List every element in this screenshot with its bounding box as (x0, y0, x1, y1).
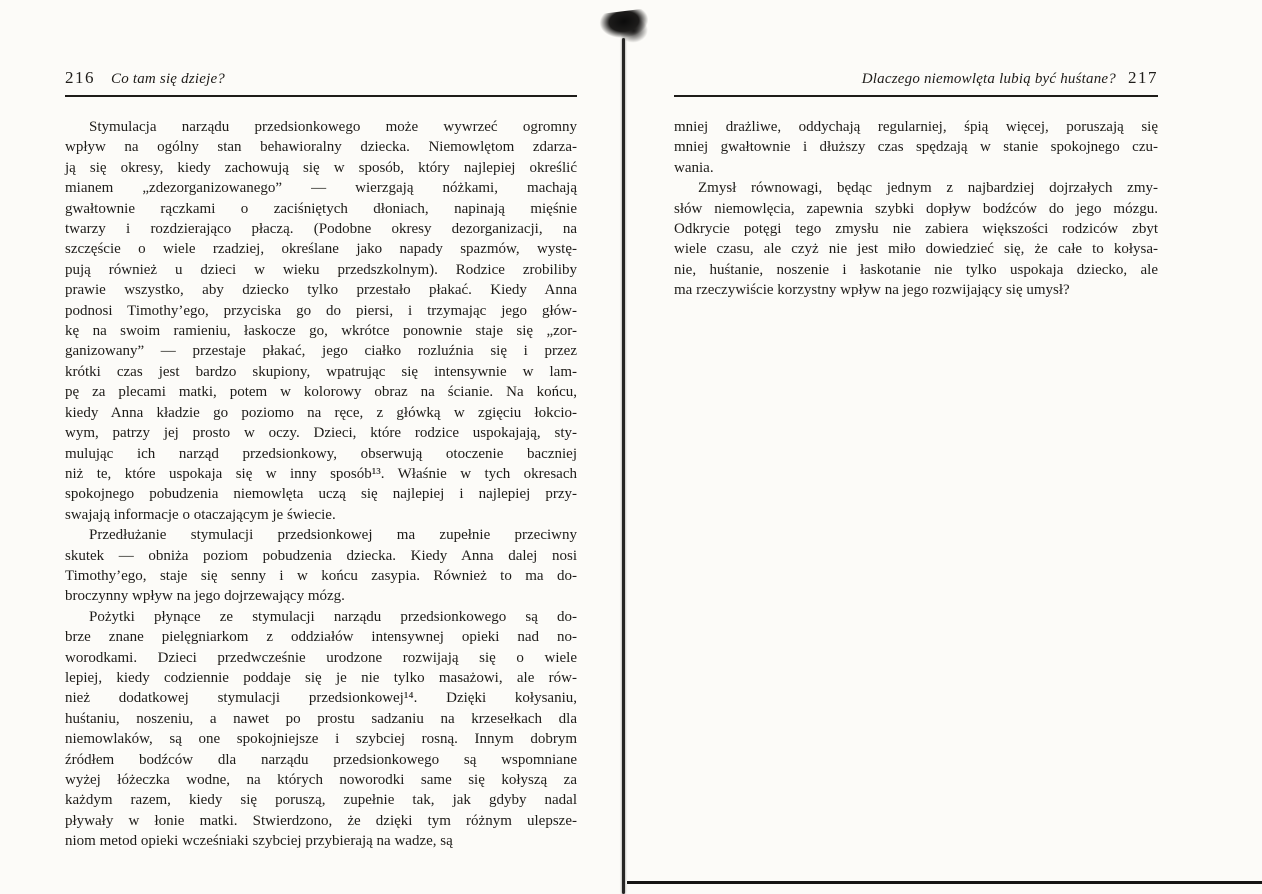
text-line: Timothy’ego, staje się senny i w końcu zasypia. Również to ma do- (65, 567, 577, 584)
text-line: każdym razem, kiedy się poruszą, zupełnie tak, jak gdyby nadal (65, 792, 577, 809)
text-line: spokojnego pobudzenia niemowlęta uczą się najlepiej i najlepiej przy- (65, 486, 577, 503)
left-page-number: 216 (65, 68, 95, 87)
text-line: wym, patrzy jej prosto w oczy. Dzieci, które rodzice uspokajają, sty- (65, 425, 577, 442)
bottom-page-edge-shadow (627, 881, 1262, 884)
text-line: mulując ich narząd przedsionkowy, obserwują otoczenie baczniej (65, 445, 577, 462)
text-line: skutek — obniża poziom pobudzenia dziecka. Kiedy Anna dalej nosi (65, 547, 577, 564)
text-line: Zmysł równowagi, będąc jednym z najbardziej dojrzałych zmy- (698, 180, 1158, 197)
text-line: źródłem bodźców dla narządu przedsionkowego są wspomniane (65, 751, 577, 768)
right-page-header (674, 68, 1158, 97)
paragraph (65, 525, 577, 607)
text-line: niom metod opieki wcześniaki szybciej przybierają na wadze, są (65, 833, 453, 850)
text-line: mniej gwałtownie i dłuższy czas spędzają w stanie spokojnego czu- (674, 139, 1158, 156)
text-line: niemowlaków, są one spokojniejsze i szybciej rosną. Innym dobrym (65, 731, 577, 748)
paragraph (65, 117, 577, 525)
text-line: lepiej, kiedy codziennie poddaje się je nie tylko masażowi, ale rów- (65, 669, 577, 686)
text-line: kiedy Anna kładzie go poziomo na ręce, z główką w zgięciu łokcio- (65, 404, 577, 421)
text-line: niż te, które uspokaja się w inny sposób¹³. Właśnie w tych okresach (65, 465, 577, 482)
text-line: pują również u dzieci w wieku przedszkolnym). Rodzice zrobiliby (65, 261, 577, 278)
paragraph (674, 178, 1158, 300)
paragraph (65, 607, 577, 852)
text-line: wpływ na ogólny stan behawioralny dziecka. Niemowlętom zdarza- (65, 139, 577, 156)
right-page (674, 68, 1158, 301)
text-line: wania. (674, 159, 714, 176)
text-line: Przedłużanie stymulacji przedsionkowej ma zupełnie przeciwny (89, 527, 577, 544)
text-line: wyżej łóżeczka wodne, na których noworodki same się kołyszą za (65, 772, 577, 788)
left-page (65, 68, 577, 852)
paragraph (674, 117, 1158, 178)
text-line: krótki czas jest bardzo skupiony, wpatrując się intensywnie w lam- (65, 363, 577, 380)
text-line: gwałtownie rączkami o zaciśniętych dłoniach, napinają mięśnie (65, 200, 577, 217)
text-line: słów niemowlęcia, zapewnia szybki dopływ bodźców do jego mózgu. (674, 200, 1158, 217)
text-line: swajają informacje o otaczającym je świecie. (65, 506, 336, 523)
text-line: Pożytki płynące ze stymulacji narządu przedsionkowego są do- (89, 608, 577, 625)
text-line: mniej drażliwe, oddychają regularniej, śpią więcej, poruszają się (674, 119, 1158, 135)
text-line: kę na swoim ramieniu, łaskocze go, wkrótce ponownie staje się „zor- (65, 323, 577, 340)
left-page-body (65, 117, 577, 852)
text-line: worodkami. Dzieci przedwcześnie urodzone rozwijają się o wiele (65, 649, 577, 666)
text-line: mianem „zdezorganizowanego” — wierzgają nóżkami, machają (65, 180, 577, 197)
text-line: brze znane pielęgniarkom z oddziałów intensywnej opieki nad no- (65, 629, 577, 646)
text-line: twarzy i rozdzierająco płaczą. (Podobne okresy dezorganizacji, na (65, 221, 577, 238)
gutter-shadow (622, 38, 625, 894)
text-line: podnosi Timothy’ego, przyciska go do piersi, i trzymając jego głów- (65, 302, 577, 319)
spine-smudge-artifact (594, 7, 658, 48)
left-page-header (65, 68, 577, 97)
text-line: nież dodatkowej stymulacji przedsionkowej¹⁴. Dzięki kołysaniu, (65, 690, 577, 707)
text-line: szczęście o wiele rzadziej, określane jako napady spazmów, wystę- (65, 241, 577, 258)
text-line: ją się okresy, kiedy zachowują się w sposób, który najlepiej określić (65, 159, 577, 176)
text-line: ma rzeczywiście korzystny wpływ na jego rozwijający się umysł? (674, 282, 1070, 299)
text-line: prawie wszystko, aby dziecko tylko przestało płakać. Kiedy Anna (65, 282, 577, 299)
text-line: huśtaniu, noszeniu, a nawet po prostu sadzaniu na krzesełkach dla (65, 710, 577, 727)
text-line: broczynny wpływ na jego dojrzewający mózg. (65, 588, 345, 605)
text-line: Stymulacja narządu przedsionkowego może wywrzeć ogromny (89, 119, 577, 135)
text-line: pływały w łonie matki. Stwierdzono, że dzięki tym różnym ulepsze- (65, 812, 577, 829)
text-line: Odkrycie potęgi tego zmysłu nie zabiera większości rodziców zbyt (674, 221, 1158, 238)
text-line: ganizowany” — przestaje płakać, jego ciałko rozluźnia się i przez (65, 343, 577, 360)
left-running-head: Co tam się dzieje? (111, 71, 226, 87)
text-line: nie, huśtanie, noszenie i łaskotanie nie tylko uspokaja dziecko, ale (674, 261, 1158, 278)
right-running-head: Dlaczego niemowlęta lubią być huśtane? (861, 71, 1116, 87)
text-line: wiele czasu, ale czyż nie jest miło dowiedzieć się, że całe to kołysa- (674, 241, 1158, 258)
right-page-number: 217 (1128, 68, 1158, 87)
right-page-body (674, 117, 1158, 301)
text-line: pę za plecami matki, potem w kolorowy obraz na ścianie. Na końcu, (65, 384, 577, 401)
